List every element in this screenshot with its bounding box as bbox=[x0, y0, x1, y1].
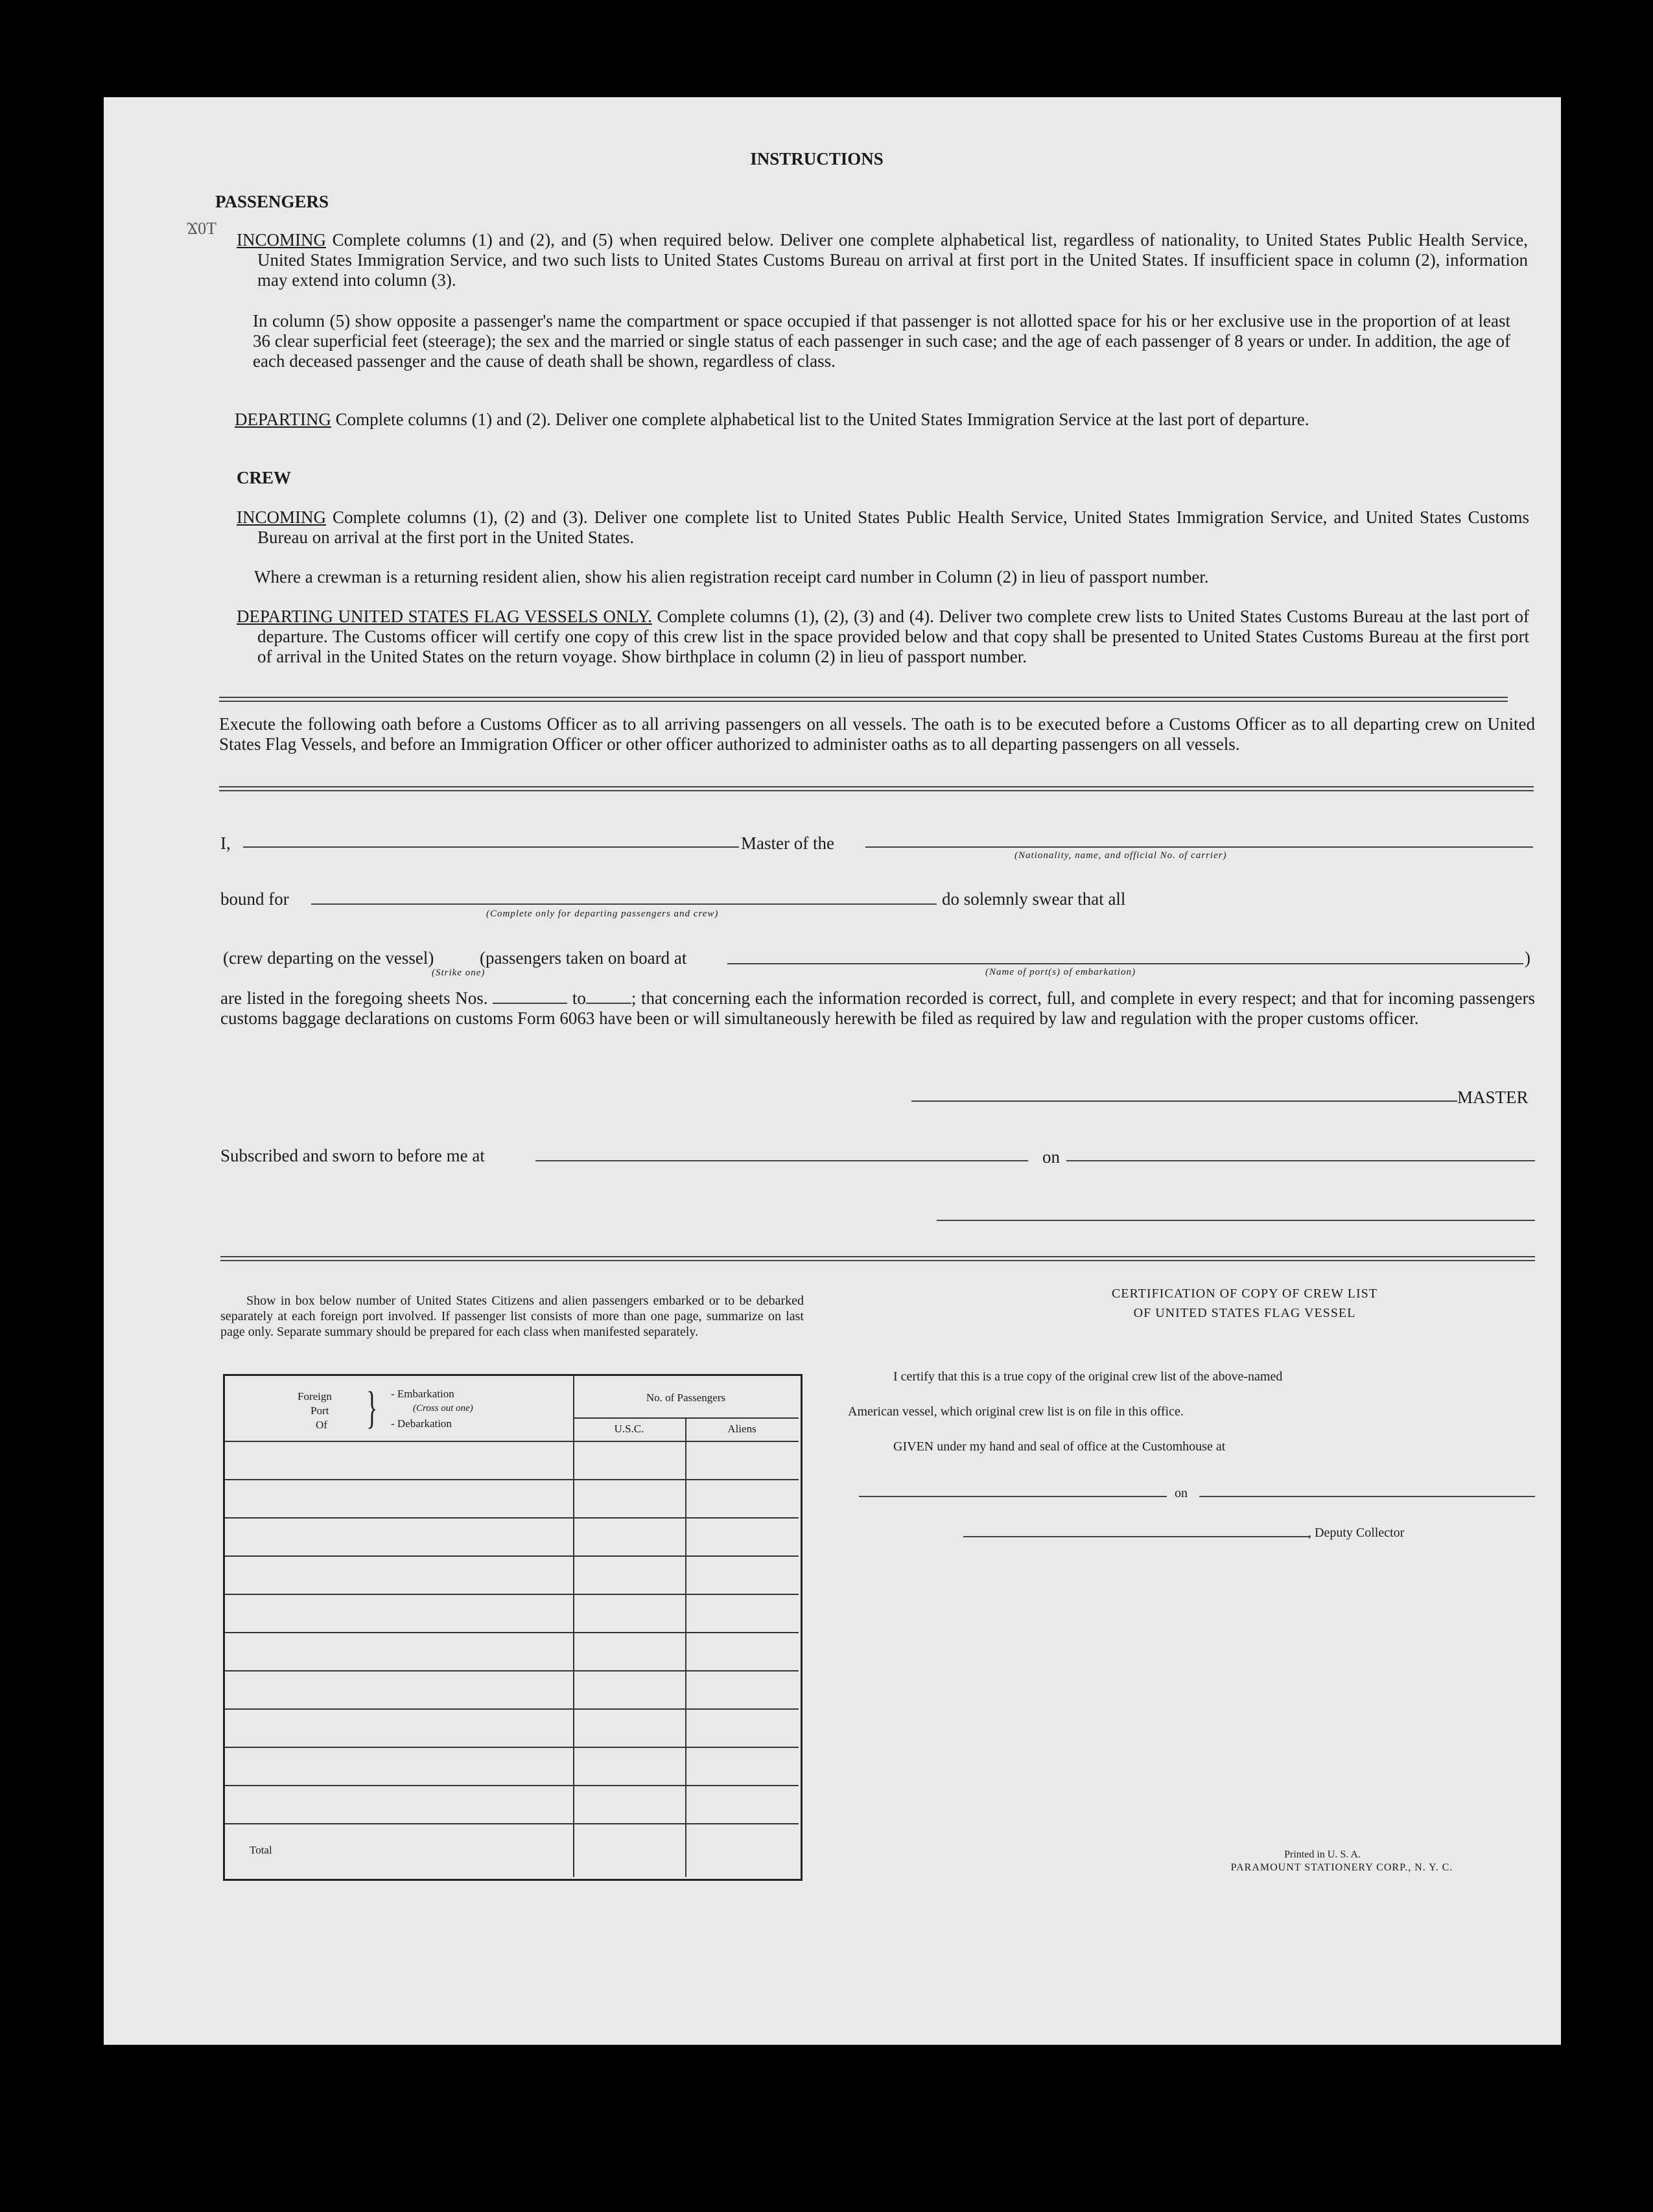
of-label: Of bbox=[316, 1419, 327, 1431]
deputy-label: , Deputy Collector bbox=[1308, 1526, 1405, 1540]
passengers-departing-paragraph bbox=[235, 410, 1529, 430]
embarkation-ports-line[interactable] bbox=[727, 963, 1523, 964]
margin-mark: Ϫ0T bbox=[187, 219, 217, 238]
officer-signature-line[interactable] bbox=[937, 1220, 1535, 1221]
departing-text: Complete columns (1) and (2). Deliver one complete alphabetical list to the United States Immigration Service at the last port of departure. bbox=[335, 410, 1309, 429]
foreign-label: Foreign bbox=[298, 1390, 332, 1403]
certification-title-1: CERTIFICATION OF COPY OF CREW LIST bbox=[1111, 1286, 1378, 1301]
listed-paragraph bbox=[220, 988, 1535, 1029]
embarkation-option[interactable]: - Embarkation bbox=[391, 1388, 454, 1400]
no-of-passengers-header: No. of Passengers bbox=[646, 1391, 726, 1404]
carrier-hint: (Nationality, name, and official No. of carrier) bbox=[1014, 850, 1227, 861]
divider-1 bbox=[219, 697, 1508, 702]
given-text: GIVEN under my hand and seal of office at the Customhouse at bbox=[893, 1439, 1226, 1454]
strike-one-hint: (Strike one) bbox=[432, 968, 486, 978]
table-row bbox=[225, 1479, 799, 1480]
col-divider-1 bbox=[573, 1376, 574, 1877]
table-row bbox=[225, 1823, 799, 1824]
passengers-heading: PASSENGERS bbox=[215, 192, 329, 211]
crew-incoming-paragraph bbox=[237, 507, 1529, 548]
ports-hint: (Name of port(s) of embarkation) bbox=[985, 967, 1136, 977]
carrier-line[interactable] bbox=[865, 846, 1533, 848]
certify-text: I certify that this is a true copy of the original crew list of the above-named bbox=[893, 1369, 1283, 1384]
table-row bbox=[225, 1632, 799, 1633]
bound-for-label: bound for bbox=[220, 889, 289, 909]
close-paren: ) bbox=[1525, 948, 1530, 968]
oath-note: Execute the following oath before a Customs Officer as to all arriving passengers on all vessels. The oath is to be executed before a Customs Officer as to all departing crew on United States Flag Vessels, and before an Immigration Officer or other officer authorized to administer oaths as to all departing passengers on all vessels. bbox=[219, 714, 1535, 754]
certification-on-label: on bbox=[1175, 1486, 1188, 1500]
subscribed-date-line[interactable] bbox=[1066, 1160, 1535, 1161]
table-row bbox=[225, 1441, 799, 1442]
certification-title-2: OF UNITED STATES FLAG VESSEL bbox=[1133, 1306, 1356, 1320]
bound-hint: (Complete only for departing passengers and crew) bbox=[486, 909, 719, 919]
table-row bbox=[225, 1785, 799, 1786]
oath-i-label: I, bbox=[220, 833, 231, 853]
certification-date-line[interactable] bbox=[1199, 1496, 1535, 1497]
passengers-incoming-paragraph bbox=[237, 230, 1528, 290]
listed-to: to bbox=[572, 988, 586, 1008]
listed-a: are listed in the foregoing sheets Nos. bbox=[220, 988, 488, 1008]
brace: } bbox=[366, 1383, 378, 1433]
column5-paragraph: In column (5) show opposite a passenger's name the compartment or space occupied if that passenger is not allotted space for his or her exclusive use in the proportion of at least 36 clear superficial feet (steerage); the sex and the married or single status of each passenger in such case; and the age of each passenger of 8 years or under. In addition, the age of each deceased passenger and the cause of death shall be shown, regardless of class. bbox=[253, 311, 1510, 371]
departing-label: DEPARTING bbox=[235, 410, 331, 429]
table-row bbox=[225, 1517, 799, 1519]
cross-out-hint: (Cross out one) bbox=[413, 1403, 473, 1414]
printer-name: PARAMOUNT STATIONERY CORP., N. Y. C. bbox=[1230, 1862, 1453, 1873]
customhouse-line[interactable] bbox=[859, 1496, 1167, 1497]
total-label: Total bbox=[250, 1844, 272, 1856]
table-row bbox=[225, 1747, 799, 1748]
bound-for-line[interactable] bbox=[311, 903, 937, 905]
subscribed-on-label: on bbox=[1042, 1147, 1060, 1167]
crew-departing-paragraph bbox=[237, 607, 1529, 667]
passenger-header-rule bbox=[573, 1417, 799, 1419]
port-label: Port bbox=[311, 1404, 329, 1417]
incoming-text: Complete columns (1) and (2), and (5) when required below. Deliver one complete alphabetical list, regardless of nationality, to United States Public Health Service, United States Immigration Service, and two such lists to United States Customs Bureau on arrival at first port in the United States. If insufficient space in column (2), information may extend into column (3). bbox=[257, 230, 1529, 290]
divider-3 bbox=[220, 1256, 1535, 1261]
summary-note: Show in box below number of United States Citizens and alien passengers embarked or to be debarked separately at each foreign port involved. If passenger list consists of more than one page, summarize on last page only. Separate summary should be prepared for each class when manifested separately. bbox=[220, 1294, 804, 1339]
crew-incoming-text: Complete columns (1), (2) and (3). Deliver one complete list to United States Public Health Service, United States Immigration Service, and United States Customs Bureau on arrival at the first port in the United States. bbox=[257, 507, 1530, 547]
divider-2 bbox=[219, 786, 1534, 791]
deputy-signature-line[interactable] bbox=[963, 1536, 1310, 1537]
form-sheet bbox=[104, 97, 1561, 2045]
subscribed-label: Subscribed and sworn to before me at bbox=[220, 1146, 485, 1165]
printed-in-usa: Printed in U. S. A. bbox=[1284, 1849, 1361, 1860]
master-of-the-label: Master of the bbox=[741, 833, 834, 853]
master-signature-line[interactable] bbox=[911, 1100, 1457, 1102]
crew-departing-text: Complete columns (1), (2), (3) and (4). Deliver two complete crew lists to United States Customs Bureau at the last port of departure. The Customs officer will certify one copy of this crew list in the space provided below and that copy shall be presented to United States Customs Bureau at the first port of arrival in the United States on the return voyage. Show birthplace in column (2) in lieu of passport number. bbox=[257, 607, 1529, 666]
sheet-to-blank[interactable] bbox=[586, 1003, 631, 1004]
table-row bbox=[225, 1670, 799, 1671]
passenger-summary-table bbox=[223, 1374, 803, 1881]
master-label: MASTER bbox=[1457, 1088, 1529, 1107]
incoming-label: INCOMING bbox=[237, 230, 326, 250]
vessel-text: American vessel, which original crew list is on file in this office. bbox=[848, 1404, 1184, 1419]
table-row bbox=[225, 1708, 799, 1710]
debarkation-option[interactable]: - Debarkation bbox=[391, 1417, 452, 1430]
crewman-paragraph: Where a crewman is a returning resident alien, show his alien registration receipt card number in Column (2) in lieu of passport number. bbox=[254, 567, 1209, 587]
table-row bbox=[225, 1555, 799, 1557]
instructions-heading: INSTRUCTIONS bbox=[750, 149, 884, 169]
col-divider-2 bbox=[685, 1417, 686, 1877]
aliens-header: Aliens bbox=[727, 1423, 756, 1435]
sheet-from-blank[interactable] bbox=[493, 1003, 567, 1004]
crew-heading: CREW bbox=[237, 468, 292, 487]
crew-departing-option[interactable]: (crew departing on the vessel) bbox=[223, 948, 434, 968]
passengers-taken-option[interactable]: (passengers taken on board at bbox=[480, 948, 687, 968]
master-name-line[interactable] bbox=[243, 846, 739, 848]
listed-b: ; that concerning each the information recorded is correct, full, and complete in every respect; and that for incoming passengers customs baggage declarations on customs Form 6063 have been or will simultaneously herewith be filed as required by law and regulation with the proper customs officer. bbox=[220, 988, 1536, 1028]
crew-departing-label: DEPARTING UNITED STATES FLAG VESSELS ONLY. bbox=[237, 607, 652, 626]
usc-header: U.S.C. bbox=[614, 1423, 644, 1435]
swear-text: do solemnly swear that all bbox=[942, 889, 1126, 909]
subscribed-place-line[interactable] bbox=[535, 1160, 1028, 1161]
crew-incoming-label: INCOMING bbox=[237, 507, 326, 527]
table-row bbox=[225, 1594, 799, 1595]
